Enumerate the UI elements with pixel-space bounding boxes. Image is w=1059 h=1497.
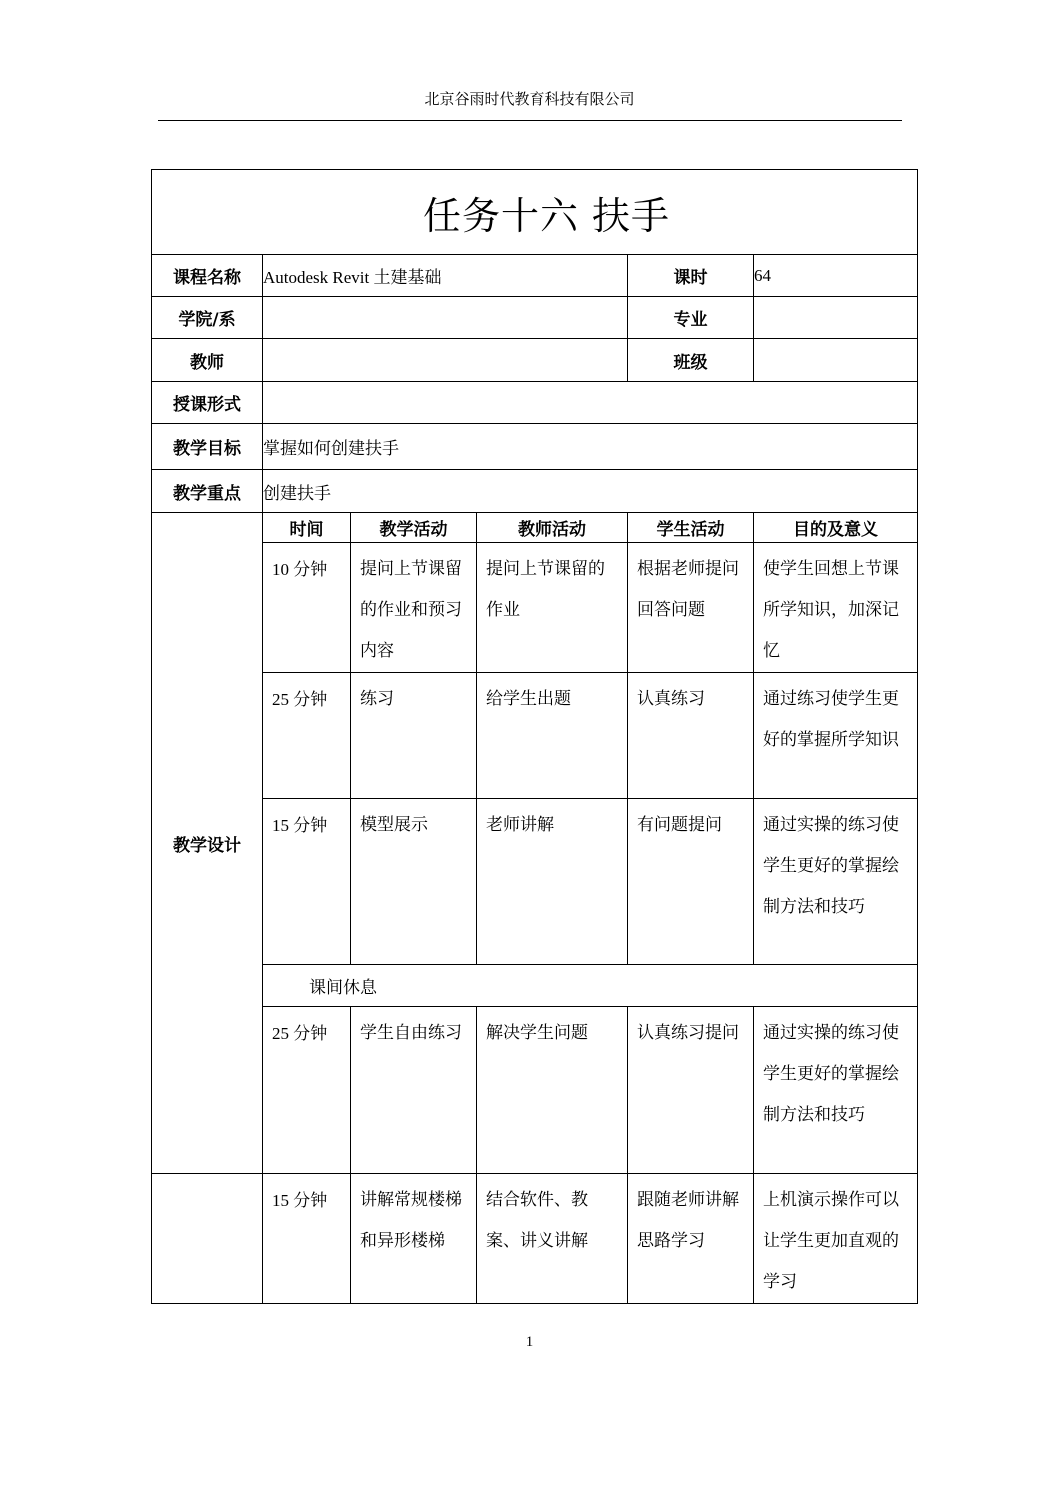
format-label: 授课形式 — [152, 382, 263, 424]
purpose-cell: 使学生回想上节课所学知识，加深记忆 — [754, 543, 918, 673]
lesson-plan-table — [151, 169, 918, 1304]
college-label: 学院/系 — [152, 297, 263, 339]
class-label: 班级 — [628, 339, 754, 382]
focus-label: 教学重点 — [152, 470, 263, 513]
column-header: 教学活动 — [351, 513, 477, 543]
time-cell: 15 分钟 — [263, 799, 351, 965]
teaching-cell: 学生自由练习 — [351, 1007, 477, 1174]
teacher-value — [263, 339, 628, 382]
purpose-cell: 通过练习使学生更好的掌握所学知识 — [754, 673, 918, 799]
teaching-cell: 练习 — [351, 673, 477, 799]
student-cell: 认真练习 — [628, 673, 754, 799]
college-value — [263, 297, 628, 339]
teaching-cell: 讲解常规楼梯和异形楼梯 — [351, 1174, 477, 1304]
table-row — [152, 1174, 918, 1304]
design-label: 教学设计 — [152, 513, 263, 1174]
teacher-cell: 给学生出题 — [477, 673, 628, 799]
purpose-cell: 上机演示操作可以让学生更加直观的学习 — [754, 1174, 918, 1304]
table-row — [152, 673, 918, 799]
purpose-cell: 通过实操的练习使学生更好的掌握绘制方法和技巧 — [754, 1007, 918, 1174]
teacher-cell: 提问上节课留的作业 — [477, 543, 628, 673]
table-row — [152, 799, 918, 965]
teacher-cell: 解决学生问题 — [477, 1007, 628, 1174]
page-number: 1 — [525, 1334, 534, 1350]
time-cell: 15 分钟 — [263, 1174, 351, 1304]
class-value — [754, 339, 918, 382]
hours-value: 64 — [754, 255, 918, 297]
hours-label: 课时 — [628, 255, 754, 297]
empty-label-cell — [152, 1174, 263, 1304]
time-cell: 25 分钟 — [263, 1007, 351, 1174]
major-value — [754, 297, 918, 339]
focus-value: 创建扶手 — [263, 470, 918, 513]
goal-label: 教学目标 — [152, 424, 263, 470]
goal-value: 掌握如何创建扶手 — [263, 424, 918, 470]
time-cell: 10 分钟 — [263, 543, 351, 673]
header-divider — [158, 120, 902, 121]
column-header: 学生活动 — [628, 513, 754, 543]
column-header: 教师活动 — [477, 513, 628, 543]
teacher-label: 教师 — [152, 339, 263, 382]
teacher-cell: 老师讲解 — [477, 799, 628, 965]
student-cell: 认真练习提问 — [628, 1007, 754, 1174]
time-cell: 25 分钟 — [263, 673, 351, 799]
purpose-cell: 通过实操的练习使学生更好的掌握绘制方法和技巧 — [754, 799, 918, 965]
teaching-cell: 模型展示 — [351, 799, 477, 965]
table-row — [152, 1007, 918, 1174]
major-label: 专业 — [628, 297, 754, 339]
column-header: 时间 — [263, 513, 351, 543]
format-value — [263, 382, 918, 424]
teacher-cell: 结合软件、教案、讲义讲解 — [477, 1174, 628, 1304]
student-cell: 有问题提问 — [628, 799, 754, 965]
course-label: 课程名称 — [152, 255, 263, 297]
column-header: 目的及意义 — [754, 513, 918, 543]
page-title: 任务十六 扶手 — [152, 170, 918, 255]
teaching-cell: 提问上节课留的作业和预习内容 — [351, 543, 477, 673]
course-value: Autodesk Revit 土建基础 — [263, 255, 628, 297]
table-row — [152, 543, 918, 673]
break-label: 课间休息 — [263, 965, 918, 1007]
student-cell: 跟随老师讲解思路学习 — [628, 1174, 754, 1304]
page-header: 北京谷雨时代教育科技有限公司 — [424, 90, 635, 108]
student-cell: 根据老师提问回答问题 — [628, 543, 754, 673]
table-row — [152, 965, 918, 1007]
